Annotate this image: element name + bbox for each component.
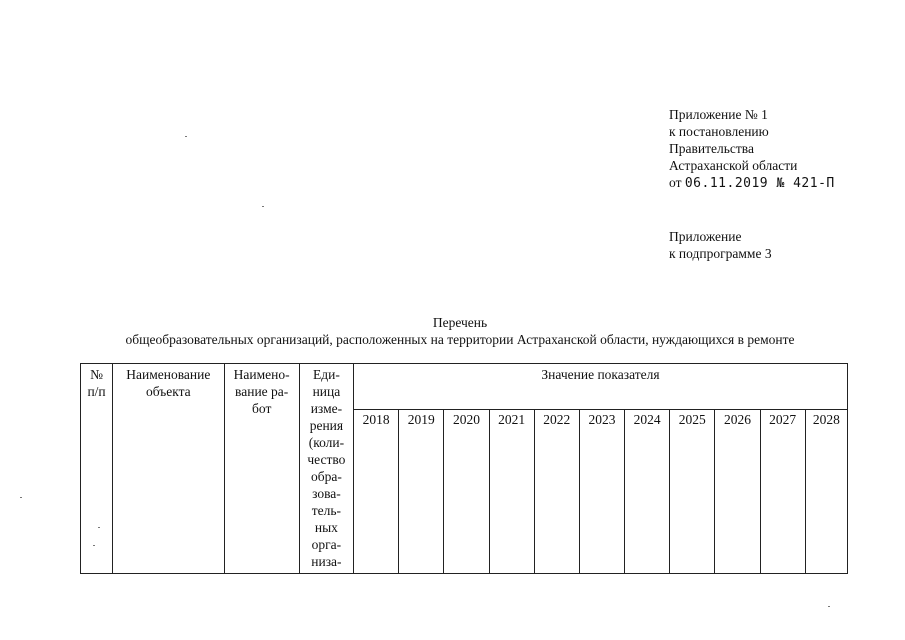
- header-unit-line: тель-: [311, 503, 342, 518]
- header-unit-line: ных: [314, 520, 338, 535]
- appendix-1-line: Астраханской области: [669, 158, 798, 173]
- scan-speck: [20, 497, 22, 498]
- appendix-2-line: Приложение: [669, 229, 742, 244]
- header-unit-line: Еди-: [312, 367, 340, 382]
- header-unit-line: орга-: [311, 537, 342, 552]
- appendix-2-block: [669, 228, 772, 262]
- header-unit-line: низа-: [311, 554, 342, 569]
- document-title: Перечень: [432, 315, 488, 330]
- appendix-1-line: Приложение № 1: [669, 107, 768, 122]
- header-unit-line: рения: [309, 418, 344, 433]
- header-year-2022: 2022: [534, 410, 579, 574]
- header-unit-line: зова-: [312, 486, 341, 501]
- header-year-2028: 2028: [805, 410, 847, 574]
- appendix-1-date-line: [669, 174, 835, 192]
- header-works-line: вание ра-: [235, 384, 289, 399]
- scan-speck: [262, 206, 264, 207]
- header-year-2018: 2018: [354, 410, 399, 574]
- objects-table: [80, 363, 848, 574]
- header-indicator-value: Значение показателя: [354, 364, 848, 410]
- header-number-line: №: [90, 367, 103, 382]
- date-prefix: от: [669, 175, 682, 190]
- header-works-line: Наимено-: [233, 367, 290, 382]
- header-object-name: [113, 364, 224, 574]
- header-number: [81, 364, 113, 574]
- appendix-1-block: [669, 106, 835, 192]
- scan-speck: [828, 606, 830, 607]
- header-object-line: Наименование: [126, 367, 211, 382]
- appendix-2-line: к подпрограмме 3: [669, 246, 772, 261]
- header-works-line: бот: [252, 401, 272, 416]
- scan-speck: [98, 527, 100, 528]
- appendix-1-line: к постановлению: [669, 124, 769, 139]
- header-unit-line: (коли-: [308, 435, 345, 450]
- header-year-2025: 2025: [670, 410, 715, 574]
- header-number-line: п/п: [87, 384, 106, 399]
- header-object-line: объекта: [145, 384, 191, 399]
- header-unit-line: ница: [312, 384, 341, 399]
- date-stamp: 06.11.2019 № 421-П: [684, 176, 835, 191]
- header-year-2021: 2021: [489, 410, 534, 574]
- header-works-name: [224, 364, 299, 574]
- header-year-2027: 2027: [760, 410, 805, 574]
- header-unit-line: изме-: [310, 401, 343, 416]
- header-unit-line: чество: [307, 452, 346, 467]
- header-year-2026: 2026: [715, 410, 760, 574]
- header-unit: [299, 364, 353, 574]
- header-unit-line: обра-: [310, 469, 342, 484]
- header-year-2024: 2024: [625, 410, 670, 574]
- document-subtitle: общеобразовательных организаций, расположенных на территории Астраханской области, нуждающихся в ремонте: [125, 332, 795, 347]
- scan-speck: [93, 545, 95, 546]
- header-year-2019: 2019: [399, 410, 444, 574]
- header-year-2023: 2023: [579, 410, 624, 574]
- scan-speck: [185, 136, 187, 137]
- appendix-1-line: Правительства: [669, 141, 754, 156]
- header-year-2020: 2020: [444, 410, 489, 574]
